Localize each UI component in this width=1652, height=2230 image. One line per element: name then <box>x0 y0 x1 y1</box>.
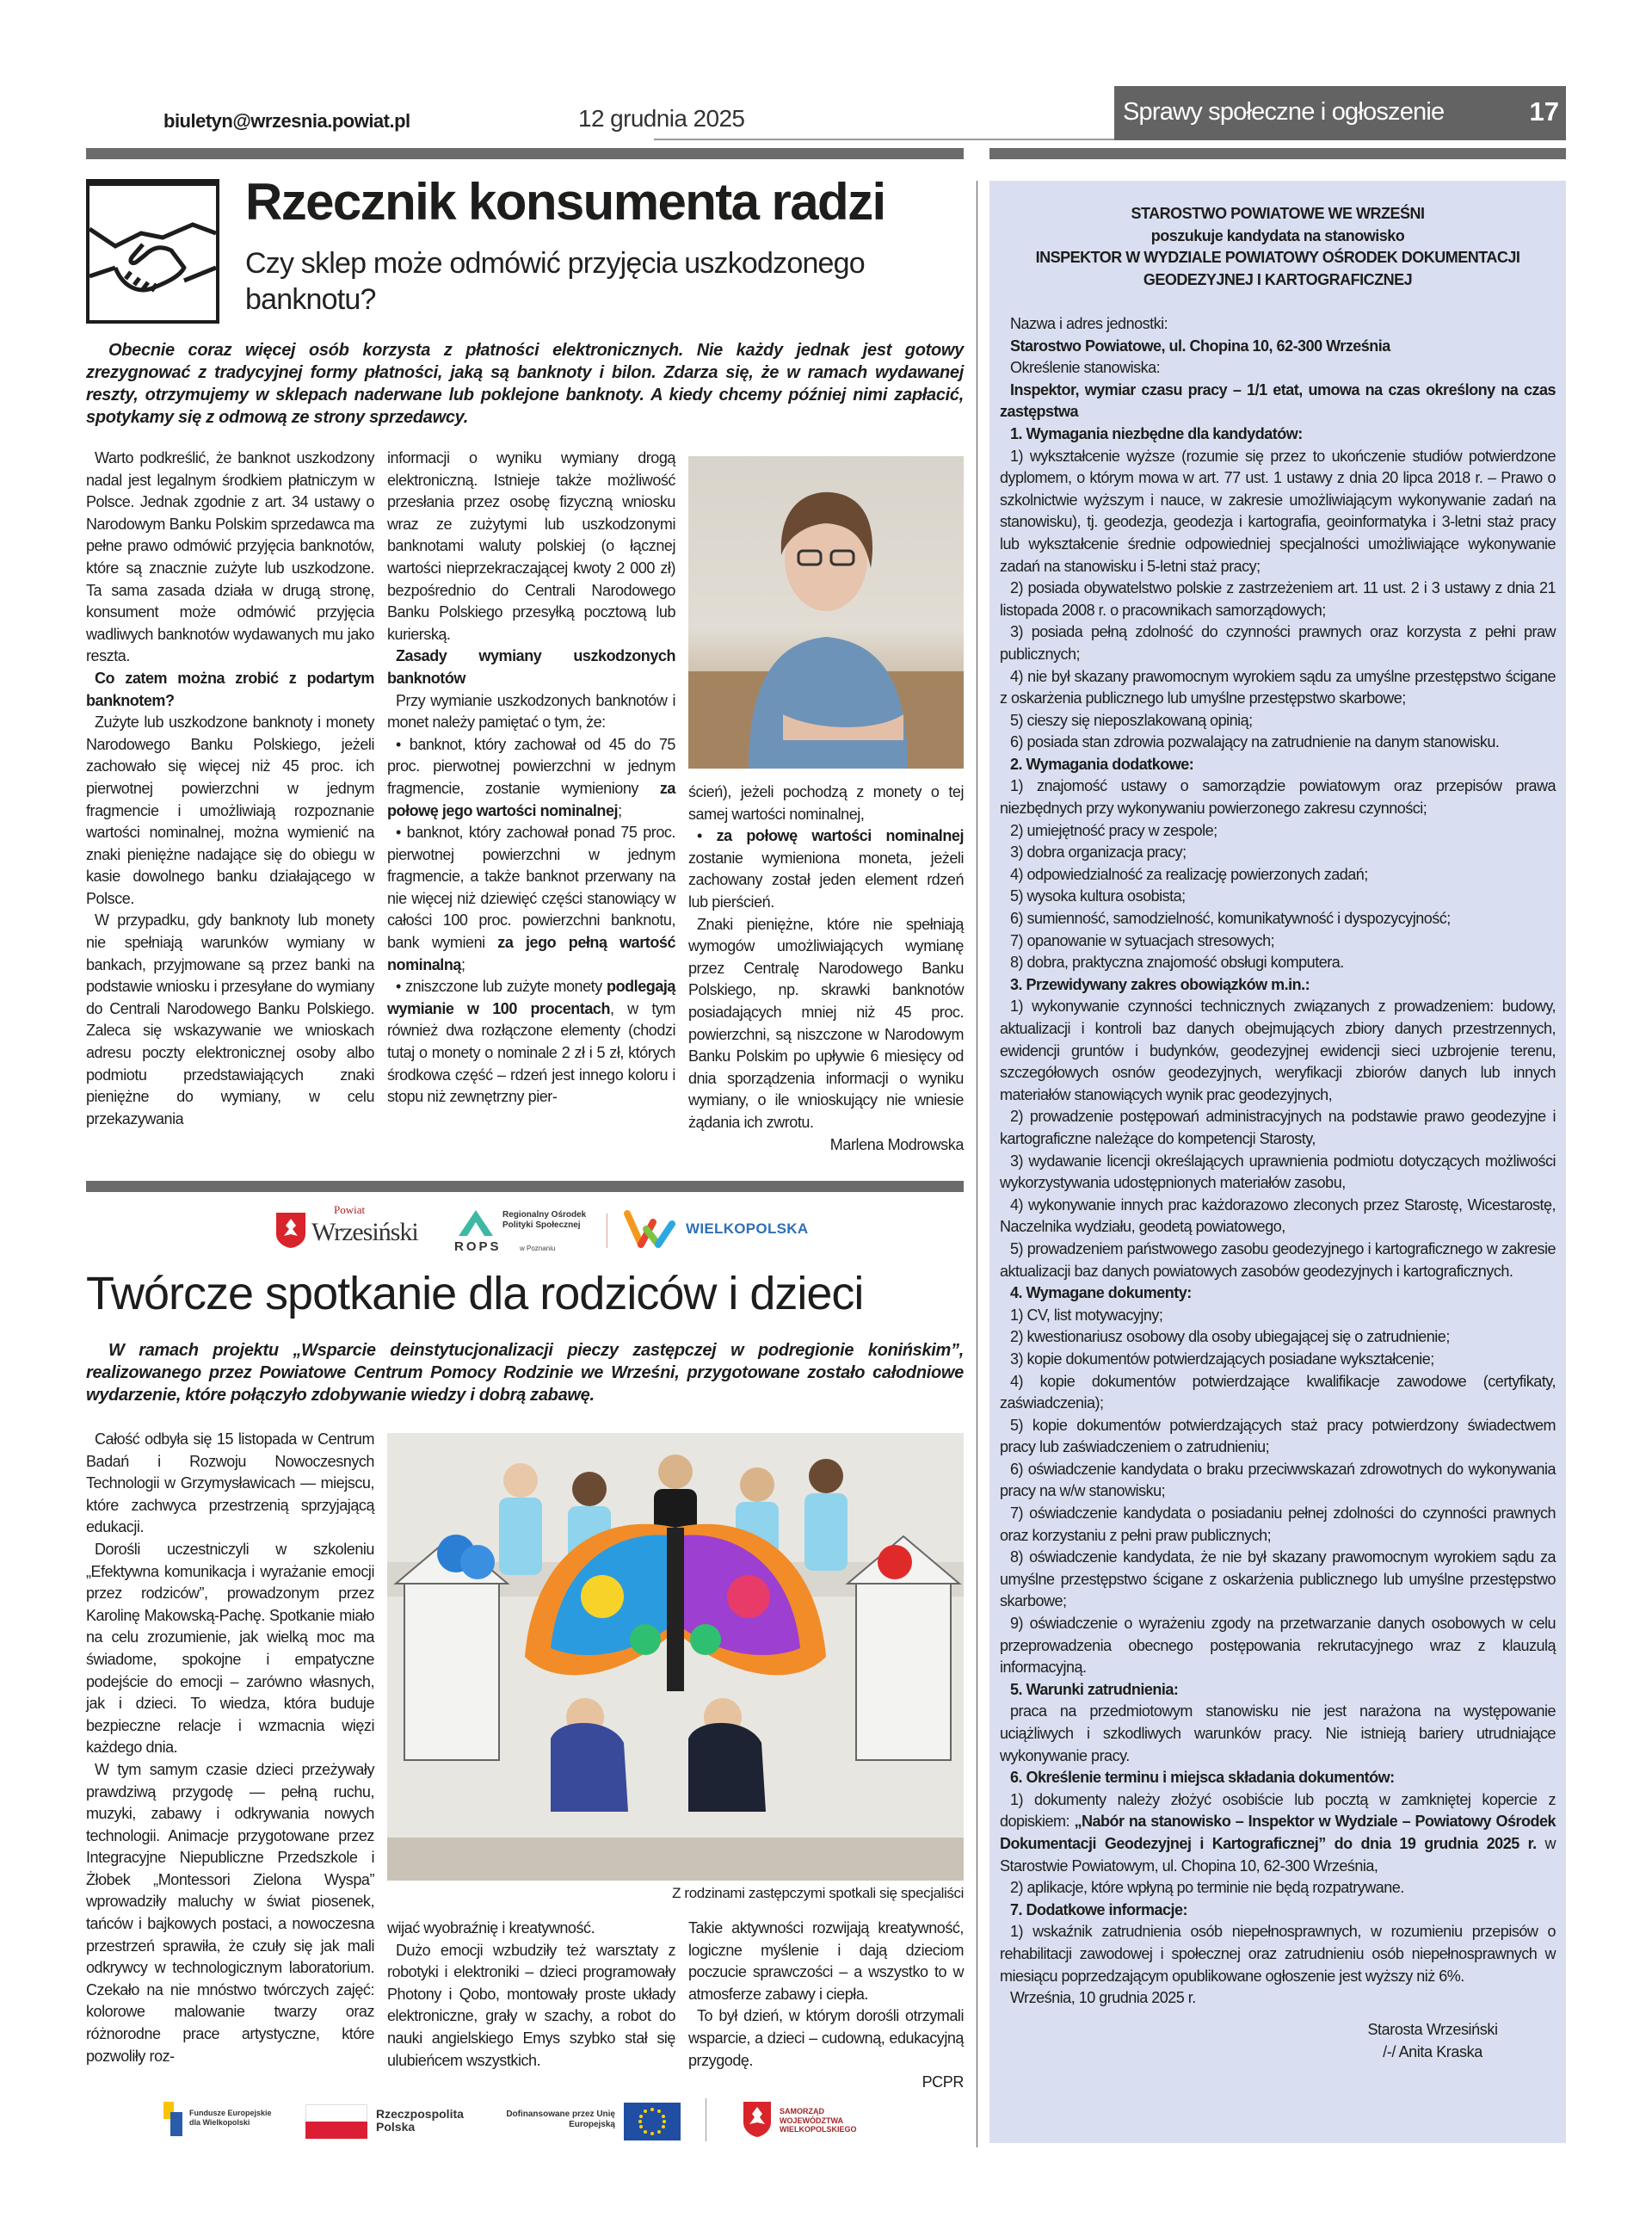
paragraph: wijać wyobraźnię i kreatywność. <box>387 1919 595 1937</box>
bold-text: podlegają wymianie w 100 procentach <box>387 978 675 1017</box>
paragraph: Znaki pieniężne, które nie spełniają wymogów umożliwiających wymianę przez Centralę Narodowego Banku Polskiego, np. skrawki banknotów posiadających mniej niż 45 proc. powierzchni, są niszczone w Narodowym Banku Polskim po upływie 6 miesięcy od dnia sporządzenia informacji o wyniku wymiany, o ile wnioskujący nie wniesie żądania ich zwrotu. <box>688 915 964 1131</box>
paragraph <box>1000 336 1556 358</box>
heading-line: GEODEZYJNEJ I KARTOGRAFICZNEJ <box>1143 270 1413 288</box>
article-author: PCPR <box>922 2073 964 2091</box>
paragraph: 2) umiejętność pracy w zespole; <box>1010 821 1217 839</box>
bold-text: Zasady wymiany uszkodzonych banknotów <box>387 647 675 687</box>
paragraph: 1) CV, list motywacyjny; <box>1010 1306 1163 1324</box>
paragraph <box>387 646 675 689</box>
portrait-photo <box>688 456 964 769</box>
paragraph: 3) posiada pełną zdolność do czynności prawnych oraz korzysta z pełni praw publicznych; <box>1000 623 1556 663</box>
paragraph: 6) oświadczenie kandydata o braku przeciwwskazań zdrowotnych do wykonywania pracy na w/w stanowisku; <box>1000 1460 1556 1500</box>
paragraph: 5) prowadzeniem państwowego zasobu geodezyjnego i kartograficznego w zakresie aktualizacji baz danych powiatowych zasobów geodezyjnych i kartograficznych. <box>1000 1239 1556 1280</box>
left-rule <box>86 148 964 159</box>
photo-caption: Z rodzinami zastępczymi spotkali się specjaliści <box>672 1885 964 1901</box>
bold-text: „Nabór na stanowisko – Inspektor w Wydziale – Powiatowy Ośrodek Dokumentacji Geodezyjnej i Kartograficznej” do dnia 19 grudnia 2025 r. <box>1000 1813 1556 1852</box>
powiat-small-text: Powiat <box>334 1203 366 1216</box>
paragraph: 4) odpowiedzialność za realizację powierzonych zadań; <box>1010 865 1368 883</box>
paragraph: 1) znajomość ustawy o samorządzie powiatowym oraz przepisów prawa niezbędnych przy wykonywaniu powierzonego zakresu czynności; <box>1000 777 1556 818</box>
paragraph: • banknot, który zachował od 45 do 75 proc. pierwotnej powierzchni w jednym fragmencie, zostanie wymieniony za połowę jego wartości nominalnej; <box>387 735 675 819</box>
article-column-2 <box>387 448 675 1109</box>
samorzad-text: SAMORZĄD WOJEWÓDZTWA WIELKOPOLSKIEGO <box>780 2107 857 2134</box>
bold-text: 3. Przewidywany zakres obowiązków m.in.: <box>1010 975 1310 993</box>
eagle-shield-icon <box>742 2100 773 2138</box>
paragraph: Dużo emocji wzbudziły też warsztaty z robotyki i elektroniki – dzieci programowały Photony i Qobo, montowały proste układy elektroniczne, grały w szachy, a robot do nauki angielskiego Emys szybko stał się ulubieńcem wszystkich. <box>387 1941 675 2069</box>
job-announcement <box>989 181 1566 2143</box>
paragraph: 6) posiada stan zdrowia pozwalający na zatrudnienie na danym stanowisku. <box>1010 733 1500 751</box>
announcement-heading <box>1000 203 1556 291</box>
paragraph: 1) wykształcenie wyższe (rozumie się przez to ukończenie studiów potwierdzone dyplomem, o którym mowa w art. 77 ust. 1 ustawy z dnia 20 lipca 2018 r. – Prawo o szkolnictwie wyższym i nauce, w zakresie umożliwiającym wykonywanie zadań na stanowisku), tj. geodezja, geodezja i kartografia, geoinformatyka i 3-letni staż pracy lub wykształcenie średnie odpowiedniej specjalności umożliwiające wykonywanie zadań na stanowisku i 5-letni staż pracy; <box>1000 447 1556 575</box>
article-subtitle: Czy sklep może odmówić przyjęcia uszkodzonego banknotu? <box>245 247 865 316</box>
eu-logo <box>503 2103 693 2142</box>
bold-text: za połowę jego wartości nominalnej <box>387 779 675 819</box>
rops-logo <box>454 1207 601 1255</box>
paragraph: 8) dobra, praktyczna znajomość obsługi komputera. <box>1010 954 1344 972</box>
paragraph: Całość odbyła się 15 listopada w Centrum Badań i Rozwoju Nowoczesnych Technologii w Grzymysławicach — miejscu, które zachwyca przestrzenią sprzyjającą edukacji. <box>86 1430 374 1536</box>
paragraph: 7) oświadczenie kandydata o posiadaniu pełnej zdolności do czynności prawnych oraz korzystaniu z pełni praw publicznych; <box>1000 1504 1556 1544</box>
bold-text: 4. Wymagane dokumenty: <box>1010 1284 1192 1302</box>
bold-text: za jego pełną wartość nominalną <box>387 934 675 973</box>
paragraph: • zniszczone lub zużyte monety podlegają wymianie w 100 procentach, w tym również dwa rozłączone elementy (chodzi tutaj o monety o nominale 2 zł i 5 zł, których środkowa część – rdzeń jest innego koloru i stopu niż zewnętrzny pier- <box>387 978 675 1106</box>
bold-text: 2. Wymagania dodatkowe: <box>1010 755 1194 773</box>
paragraph: 4) kopie dokumentów potwierdzające kwalifikacje zawodowe (certyfikaty, zaświadczenia); <box>1000 1372 1556 1412</box>
paragraph <box>1000 1679 1556 1702</box>
paragraph: 9) oświadczenie o wyrażeniu zgody na przetwarzanie danych osobowych w celu przeprowadzenia obecnego postępowania rekrutacyjnego wraz z klauzulą informacyjną. <box>1000 1615 1556 1677</box>
paragraph: 8) oświadczenie kandydata, że nie był skazany prawomocnym wyrokiem sądu za umyślne przestępstwo ścigane z oskarżenia publicznego lub umyślne przestępstwo skarbowe; <box>1000 1548 1556 1610</box>
bold-text: 5. Warunki zatrudnienia: <box>1010 1680 1179 1698</box>
paragraph: 5) cieszy się nieposzlakowaną opinią; <box>1010 711 1253 729</box>
bold-text: 6. Określenie terminu i miejsca składania dokumentów: <box>1010 1769 1395 1787</box>
wielkopolska-logo <box>624 1208 809 1251</box>
paragraph: 1) dokumenty należy złożyć osobiście lub pocztą w zamkniętej kopercie z dopiskiem: „Nabór na stanowisko – Inspektor w Wydziale – Powiatowy Ośrodek Dokumentacji Geodezyjnej i Kartograficznej” do dnia 19 grudnia 2025 r. w Starostwie Powiatowym, ul. Chopina 10, 62-300 Września, <box>1000 1790 1556 1875</box>
column-3-text <box>688 781 964 1134</box>
bold-text: Co zatem można zrobić z podartym banknotem? <box>86 669 374 709</box>
flag-white <box>305 2104 367 2123</box>
article-column-1 <box>86 448 374 1130</box>
bold-text: 1. Wymagania niezbędne dla kandydatów: <box>1010 424 1303 442</box>
heading-line: poszukuje kandydata na stanowisko <box>1150 226 1405 244</box>
paragraph <box>1000 754 1556 776</box>
paragraph: Września, 10 grudnia 2025 r. <box>1010 1989 1196 2007</box>
paragraph: 1) wskaźnik zatrudnienia osób niepełnosprawnych, w rozumieniu przepisów o rehabilitacji zawodowej i społecznej oraz zatrudnieniu osób niepełnosprawnych w miesiącu poprzedzającym opublikowane ogłoszenie jest wyższy niż 6%. <box>1000 1923 1556 1985</box>
paragraph: Przy wymianie uszkodzonych banknotów i monet należy pamiętać o tym, że: <box>387 691 675 732</box>
article-title: Twórcze spotkanie dla rodziców i dzieci <box>86 1268 864 1319</box>
article-column-1 <box>86 1429 374 2067</box>
bold-text: Starostwo Powiatowe, ul. Chopina 10, 62-300 Września <box>1010 337 1390 355</box>
wielkopolska-mark-icon <box>624 1208 675 1250</box>
announcement-body <box>1000 313 1556 2010</box>
page-number: 17 <box>1529 96 1559 127</box>
article-column-3 <box>688 781 964 1156</box>
eu-flag-icon <box>624 2103 681 2140</box>
paragraph: To był dzień, w którym dorośli otrzymali wsparcie, a dzieci – cudowną, edukacyjną przygodę. <box>688 2007 964 2069</box>
eu-text: Dofinansowane przez Unię Europejską <box>506 2110 615 2129</box>
article-column-2 <box>387 1918 675 2072</box>
paragraph: 5) kopie dokumentów potwierdzających staż pracy potwierdzony świadectwem pracy lub zaświadczeniem o zatrudnieniu; <box>1000 1416 1556 1456</box>
paragraph: 4) wykonywanie innych prac każdorazowo zleconych przez Starostę, Wicestarostę, Naczelnika wydziału, geodetą powiatowego, <box>1000 1195 1556 1236</box>
header-email: biuletyn@wrzesnia.powiat.pl <box>163 110 410 132</box>
rops-abbr: ROPS <box>454 1239 502 1254</box>
paragraph: 2) kwestionariusz osobowy dla osoby ubiegającej się o zatrudnienie; <box>1010 1328 1450 1346</box>
paragraph <box>1000 380 1556 423</box>
article-column-3 <box>688 1918 964 2094</box>
paragraph: • za połowę wartości nominalnej zostanie wymieniona moneta, jeżeli zachowany został jeden element rdzeń lub pierścień. <box>688 827 965 911</box>
paragraph: 6) sumienność, samodzielność, komunikatywność i dyspozycyjność; <box>1010 910 1451 928</box>
paragraph: Warto podkreślić, że banknot uszkodzony nadal jest legalnym środkiem płatniczym w Polsce. Jednak zgodnie z art. 34 ustawy o Narodowym Banku Polskim sprzedawca ma pełne prawo odmówić przyjęcia banknotów, które są znacznie zużyte lub uszkodzone. Ta sama zasada działa w drugą stronę, konsument może odmówić przyjęcia wadliwych banknotów wydawanych mu jako reszta. <box>86 449 374 665</box>
flag-red <box>305 2122 367 2139</box>
fe-text: Fundusze Europejskie dla Wielkopolski <box>189 2109 272 2127</box>
article-author: Marlena Modrowska <box>829 1135 964 1153</box>
paragraph: 3) dobra organizacja pracy; <box>1010 843 1187 862</box>
article-separator <box>86 1181 964 1192</box>
rops-mark-icon <box>454 1207 497 1238</box>
paragraph: Nazwa i adres jednostki: <box>1010 315 1168 332</box>
heading-line: STAROSTWO POWIATOWE WE WRZEŚNI <box>1131 205 1425 222</box>
coat-of-arms-icon <box>274 1210 308 1250</box>
header-divider <box>654 139 1119 140</box>
section-banner <box>1114 86 1566 140</box>
header-date: 12 grudnia 2025 <box>578 105 745 132</box>
bold-text: za połowę wartości nominalnej <box>716 827 965 845</box>
paragraph: praca na przedmiotowym stanowisku nie jest narażona na występowanie uciążliwych i szkodliwych warunków pracy. Nie istnieją bariery utrudniające wykonywanie pracy. <box>1000 1702 1556 1764</box>
paragraph: informacji o wyniku wymiany drogą elektroniczną. Istnieje także możliwość przesłania przez osobę fizyczną wniosku wraz ze zużytymi lub uszkodzonymi banknotami waluty polskiej (o łącznej wartości nieprzekraczającej kwoty 2 000 zł) bezpośrednio do Centrali Narodowego Banku Polskiego przesyłką pocztową lub kurierską. <box>387 449 675 643</box>
fundusze-europejskie-logo <box>162 2100 291 2143</box>
column-3-text <box>688 1918 964 2072</box>
group-photo <box>387 1433 964 1881</box>
bold-text: Inspektor, wymiar czasu pracy – 1/1 etat, umowa na czas określony na czas zastępstwa <box>1000 380 1556 421</box>
wielkopolska-text: WIELKOPOLSKA <box>686 1220 809 1237</box>
paragraph <box>1000 1282 1556 1305</box>
section-title: Sprawy społeczne i ogłoszenie <box>1123 98 1445 126</box>
rzeczpospolita-logo <box>305 2104 512 2142</box>
samorzad-logo <box>742 2100 897 2143</box>
powiat-name-text: Wrzesiński <box>311 1218 418 1246</box>
paragraph <box>1000 1900 1556 1922</box>
paragraph: W tym samym czasie dzieci przeżywały prawdziwą przygodę — pełną ruchu, muzyki, zabawy i odkrywania nowych technologii. Animacje przygotowane przez Integracyjne Niepubliczne Przedszkole i Żłobek „Montessori Zielona Wyspa” wprowadziły maluchy w świat piosenek, tańców i bajkowych postaci, a nowoczesna przestrzeń sprawiła, że czuły się jak mali odkrywcy w technologicznym laboratorium. Czekało na nie mnóstwo twórczych zajęć: kolorowe malowanie twarzy oraz różnorodne prace artystyczne, które pozwoliły roz- <box>86 1760 374 2065</box>
right-rule <box>989 148 1566 159</box>
article-title: Rzecznik konsumenta radzi <box>245 173 885 231</box>
bold-text: 7. Dodatkowe informacje: <box>1010 1900 1188 1918</box>
rp-text: Rzeczpospolita Polska <box>376 2107 464 2134</box>
paragraph: 2) prowadzenie postępowań administracyjnych na podstawie prawo geodezyjne i kartograficzne należące do kompetencji Starosty, <box>1000 1108 1556 1147</box>
rops-name: Regionalny Ośrodek Polityki Społecznej <box>502 1210 587 1230</box>
paragraph <box>1000 1767 1556 1789</box>
rops-city: w Poznaniu <box>520 1245 556 1252</box>
signature-title: Starosta Wrzesiński <box>1367 2020 1498 2038</box>
paragraph <box>86 668 374 712</box>
paragraph: 2) aplikacje, które wpłyną po terminie nie będą rozpatrywane. <box>1010 1879 1404 1897</box>
paragraph: 1) wykonywanie czynności technicznych związanych z prowadzeniem: budowy, aktualizacji i kontroli baz danych obejmujących zbiory danych przestrzennych, ewidencji gruntów i budynków, geodezyjnej ewidencji sieci uzbrojenie terenu, szczegółowych osnów geodezyjnych, weryfikacji zbiorów danych lub innych materiałów stanowiących wynik prac geodezyjnych, <box>1000 998 1556 1103</box>
signature-name: /-/ Anita Kraska <box>1383 2042 1482 2060</box>
paragraph: ścień), jeżeli pochodzą z monety o tej samej wartości nominalnej, <box>688 783 964 823</box>
paragraph: 2) posiada obywatelstwo polskie z zastrzeżeniem art. 11 ust. 2 i 3 ustawy z dnia 21 listopada 2008 r. o pracownikach samorządowych; <box>1000 579 1556 619</box>
handshake-icon <box>86 179 219 324</box>
fe-mark-icon <box>162 2100 184 2138</box>
paragraph: 5) wysoka kultura osobista; <box>1010 887 1186 905</box>
paragraph <box>1000 974 1556 997</box>
paragraph: 3) kopie dokumentów potwierdzających posiadane wykształcenie; <box>1010 1350 1434 1368</box>
paragraph: 7) opanowanie w sytuacjach stresowych; <box>1010 931 1275 949</box>
paragraph: • banknot, który zachował ponad 75 proc. pierwotnej powierzchni w jednym fragmencie, a także banknot przerwany na nie więcej niż dziewięć części stanowiący w całości 100 proc. powierzchni banknotu, bank wymieni za jego pełną wartość nominalną; <box>387 824 675 973</box>
paragraph: Określenie stanowiska: <box>1010 359 1161 377</box>
paragraph: Dorośli uczestniczyli w szkoleniu „Efektywna komunikacja i wyrażanie emocji przez rodziców”, prowadzonym przez Karolinę Makowską-Pachę. Spotkanie miało na celu zrozumienie, jak wielką moc ma świadome, spokojne i empatyczne podejście do emocji – zarówno własnych, jak i dzieci. To wiedza, która buduje bezpieczne relacje i wzmacnia więzi każdego dnia. <box>86 1540 374 1757</box>
paragraph: Takie aktywności rozwijają kreatywność, logiczne myślenie i dają dzieciom poczucie sprawczości – a wszystko to w atmosferze zabawy i ciepła. <box>688 1919 964 2003</box>
paragraph: Zużyte lub uszkodzone banknoty i monety Narodowego Banku Polskiego, jeżeli zachowało się więcej niż 45 proc. ich pierwotnej powierzchni w jednym fragmencie i umożliwiają rozpoznanie wartości nominalnej, można wymienić na znaki pieniężne nadające się do obiegu w kasie dowolnego banku działającego w Polsce. <box>86 713 374 907</box>
paragraph: W przypadku, gdy banknoty lub monety nie spełniają warunków wymiany w bankach, przyjmowane są przez banki na podstawie wniosku i przesyłane do wymiany do Centrali Narodowego Banku Polskiego. Zaleca się wskazywanie we wnioskach adresu poczty elektronicznej osoby albo podmiotu przedstawiających znaki pieniężne do wymiany, w celu przekazywania <box>86 911 374 1127</box>
paragraph: 3) wydawanie licencji określających uprawnienia podmiotu dotyczących możliwości wykorzystywania udostępnionych materiałów zasobu, <box>1000 1152 1556 1192</box>
paragraph <box>1000 423 1556 446</box>
heading-line: INSPEKTOR W WYDZIALE POWIATOWY OŚRODEK DOKUMENTACJI <box>1035 249 1520 266</box>
article-lead: Obecnie coraz więcej osób korzysta z płatności elektronicznych. Nie każdy jednak jest gotowy zrezygnować z tradycyjnej formy płatności, jaką są banknoty i bilon. Zdarza się, że w ramach wydawanej reszty, otrzymujemy w sklepach naderwane lub poklejone banknoty. A kiedy chcemy później nimi zapłacić, spotykamy się z odmową ze strony sprzedawcy. <box>86 341 964 427</box>
signature <box>1310 2018 1556 2063</box>
paragraph: 4) nie był skazany prawomocnym wyrokiem sądu za umyślne przestępstwo ścigane z oskarżenia publicznego lub umyślne przestępstwo skarbowe; <box>1000 667 1556 707</box>
article-lead: W ramach projektu „Wsparcie deinstytucjonalizacji pieczy zastępczej w podregionie konińskim”, realizowanego przez Powiatowe Centrum Pomocy Rodzinie we Wrześni, przygotowane zostało całodniowe wydarzenie, które połączyło zdobywanie wiedzy i dobrą zabawę. <box>86 1341 964 1405</box>
